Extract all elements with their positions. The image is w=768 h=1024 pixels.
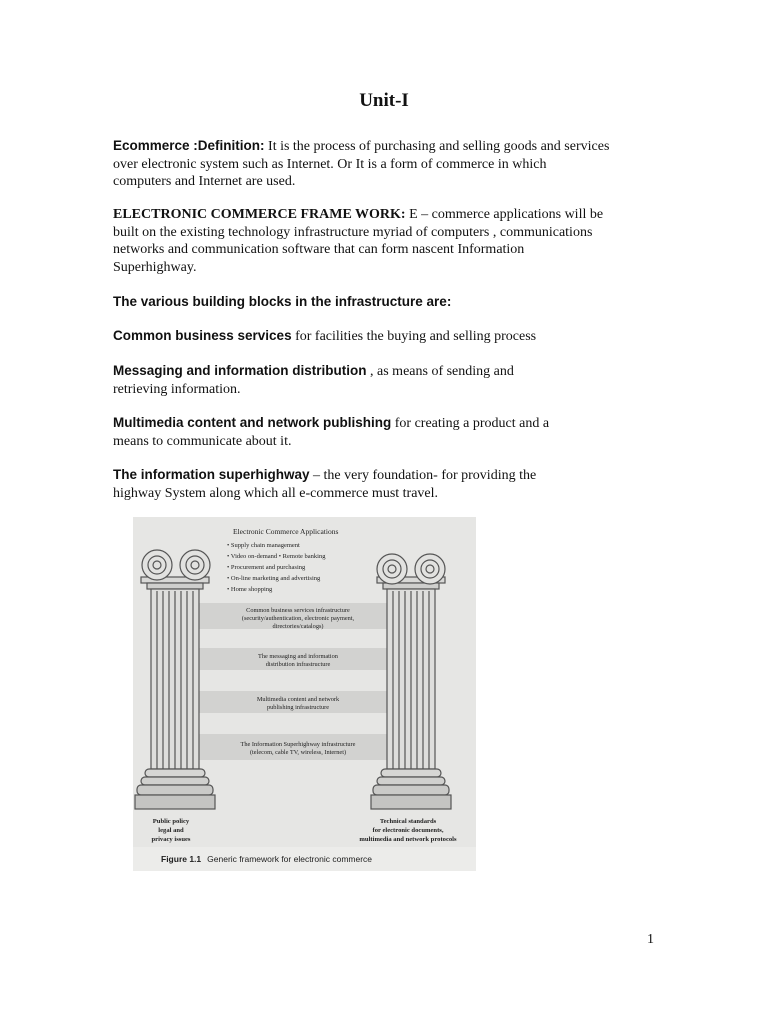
blocks-heading-text: The various building blocks in the infrastructure are: xyxy=(113,294,452,309)
multimedia-line: for creating a product and a xyxy=(391,416,550,431)
figure-caption-text: Generic framework for electronic commerce xyxy=(207,854,373,864)
left-pillar-label: privacy issues xyxy=(151,836,191,843)
definition-paragraph xyxy=(113,137,658,191)
left-pillar-label: legal and xyxy=(158,827,184,834)
layer-superhighway-line: The Information Superhighway infrastructure xyxy=(240,741,356,748)
superhighway-term: The information superhighway xyxy=(113,467,310,482)
multimedia-line: means to communicate about it. xyxy=(113,433,292,449)
apps-item: • Video on-demand • Remote banking xyxy=(227,553,326,560)
page-title: Unit-I xyxy=(359,90,409,111)
left-pillar-label: Public policy xyxy=(152,818,190,825)
blocks-heading xyxy=(113,293,658,312)
framework-line: E – commerce applications will be xyxy=(405,207,604,222)
apps-item: • Procurement and purchasing xyxy=(227,564,306,571)
messaging-line: , as means of sending and xyxy=(366,364,514,379)
framework-paragraph xyxy=(113,206,658,276)
definition-line: over electronic system such as Internet. Or It is a form of commerce in which xyxy=(113,156,547,172)
right-pillar-label: for electronic documents, xyxy=(372,827,444,834)
messaging-paragraph xyxy=(113,362,658,398)
layer-multimedia-line: publishing infrastructure xyxy=(266,704,330,711)
definition-line: computers and Internet are used. xyxy=(113,174,296,189)
superhighway-line: highway System along which all e-commerce must travel. xyxy=(113,485,439,501)
common-services-paragraph xyxy=(113,327,658,346)
layer-superhighway-line: (telecom, cable TV, wireless, Internet) xyxy=(249,749,347,756)
common-services-text: for facilities the buying and selling process xyxy=(291,329,537,344)
right-pillar-label: multimedia and network protocols xyxy=(359,836,457,843)
common-services-term: Common business services xyxy=(113,328,292,343)
framework-line: Superhighway. xyxy=(113,259,197,275)
apps-title: Electronic Commerce Applications xyxy=(233,527,339,536)
framework-line: built on the existing technology infrastructure myriad of computers , communications xyxy=(113,224,593,240)
layer-messaging-line: The messaging and information xyxy=(258,653,338,660)
definition-term: Ecommerce :Definition: xyxy=(113,138,265,153)
figure-caption-label: Figure 1.1 xyxy=(161,854,202,864)
framework-line: networks and communication software that can form nascent Information xyxy=(113,242,525,257)
layer-common-services-line: (security/authentication, electronic payment, xyxy=(241,615,355,622)
layer-multimedia-line: Multimedia content and network xyxy=(256,696,340,703)
multimedia-term: Multimedia content and network publishing xyxy=(113,415,392,430)
framework-term: ELECTRONIC COMMERCE FRAME WORK: xyxy=(113,207,406,222)
figure-caption xyxy=(161,854,372,864)
messaging-term: Messaging and information distribution xyxy=(113,363,367,378)
multimedia-paragraph xyxy=(113,414,658,450)
layer-common-services-line: Common business services infrastructure xyxy=(246,607,350,614)
apps-item: • Supply chain management xyxy=(227,542,300,549)
definition-line: It is the process of purchasing and selling goods and services xyxy=(264,139,610,154)
layer-common-services-line: directories/catalogs) xyxy=(272,623,324,630)
page-number: 1 xyxy=(647,932,654,947)
messaging-line: retrieving information. xyxy=(113,381,241,397)
right-pillar-label: Technical standards xyxy=(379,818,437,825)
ecommerce-framework-figure xyxy=(133,517,476,871)
superhighway-line: – the very foundation- for providing the xyxy=(309,468,537,483)
apps-item: • Home shopping xyxy=(227,586,273,593)
superhighway-paragraph xyxy=(113,466,658,502)
layer-messaging-line: distribution infrastructure xyxy=(265,661,331,668)
apps-item: • On-line marketing and advertising xyxy=(227,575,321,582)
